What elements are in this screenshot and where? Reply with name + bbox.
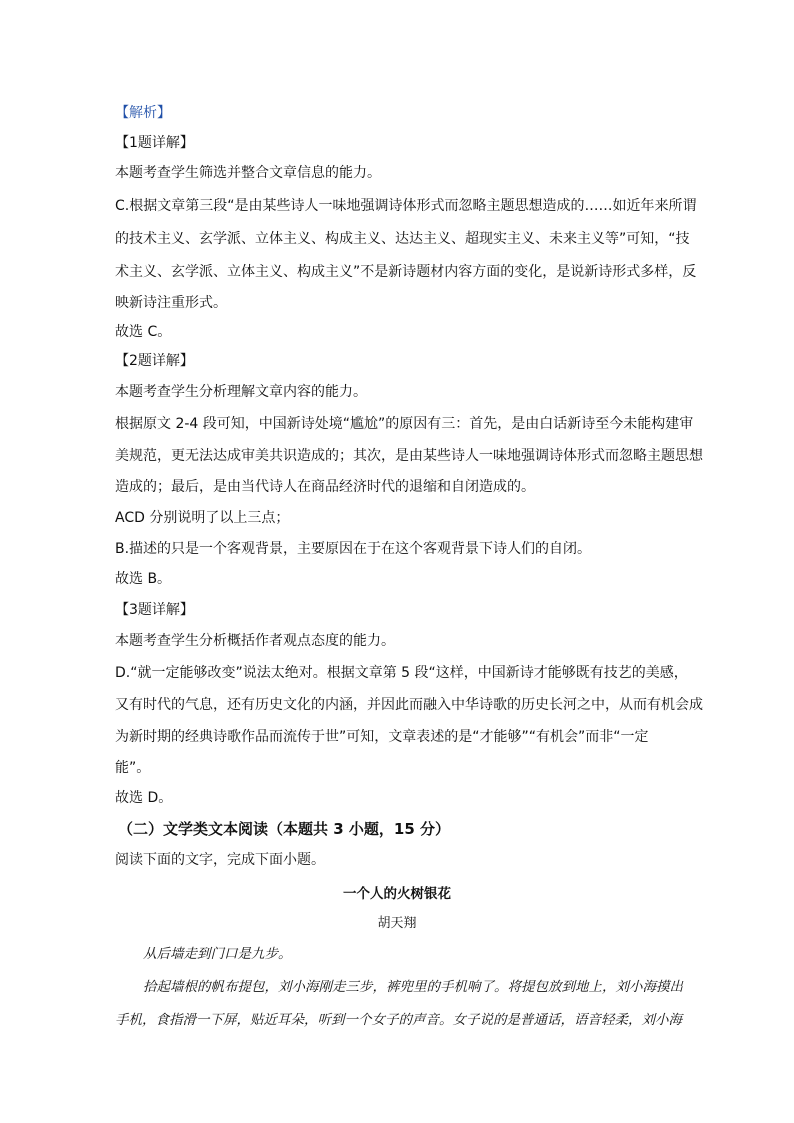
q2-line: 美规范，更无法达成审美共识造成的；其次，是由某些诗人一味地强调诗体形式而忽略主题思想 [115,448,703,464]
q2-line: 本题考查学生分析理解文章内容的能力。 [115,384,367,400]
q1-answer: 故选 C。 [115,324,172,340]
q3-line: 本题考查学生分析概括作者观点态度的能力。 [115,633,395,649]
q2-line: 根据原文 2-4 段可知，中国新诗处境“尴尬”的原因有三：首先，是由白话新诗至今未能构建审 [115,416,694,432]
q3-answer: 故选 D。 [115,790,173,806]
q3-line: D.“就一定能够改变”说法太绝对。根据文章第 5 段“这样，中国新诗才能够既有技艺的美感， [115,665,688,681]
story-author: 胡天翔 [377,916,417,931]
q1-line: 术主义、玄学派、立体主义、构成主义”不是新诗题材内容方面的变化，是说新诗形式多样，反 [115,264,697,280]
q3-label: 【3题详解】 [115,602,194,618]
q2-line: 造成的；最后，是由当代诗人在商品经济时代的退缩和自闭造成的。 [115,479,535,495]
q2-label: 【2题详解】 [115,353,194,369]
story-paragraph: 手机，食指滑一下屏，贴近耳朵，听到一个女子的声音。女子说的是普通话，语音轻柔，刘小海 [115,1012,682,1028]
q2-line: B.描述的只是一个客观背景，主要原因在于在这个客观背景下诗人们的自闭。 [115,541,592,557]
q3-line: 又有时代的气息，还有历史文化的内涵，并因此而融入中华诗歌的历史长河之中，从而有机会成 [115,697,703,713]
analysis-heading: 【解析】 [115,105,171,121]
q1-line: 映新诗注重形式。 [115,295,227,311]
q1-line: 本题考查学生筛选并整合文章信息的能力。 [115,165,381,181]
q1-line: 的技术主义、玄学派、立体主义、构成主义、达达主义、超现实主义、未来主义等”可知，“技 [115,231,690,247]
story-paragraph: 拾起墙根的帆布提包，刘小海刚走三步，裤兜里的手机响了。将提包放到地上，刘小海摸出 [143,979,683,995]
q2-answer: 故选 B。 [115,571,172,587]
section-heading: （二）文学类文本阅读（本题共 3 小题，15 分） [118,820,450,838]
instruction-text: 阅读下面的文字，完成下面小题。 [115,852,325,868]
q1-label: 【1题详解】 [115,135,194,151]
q1-line: C.根据文章第三段“是由某些诗人一味地强调诗体形式而忽略主题思想造成的……如近年来所谓 [115,198,697,214]
q3-line: 能”。 [115,760,151,776]
story-paragraph: 从后墙走到门口是九步。 [143,946,292,962]
q2-line: ACD 分别说明了以上三点； [115,510,290,526]
story-title: 一个人的火树银花 [343,886,451,902]
q3-line: 为新时期的经典诗歌作品而流传于世”可知，文章表述的是“才能够”“有机会”而非“一定 [115,729,649,745]
